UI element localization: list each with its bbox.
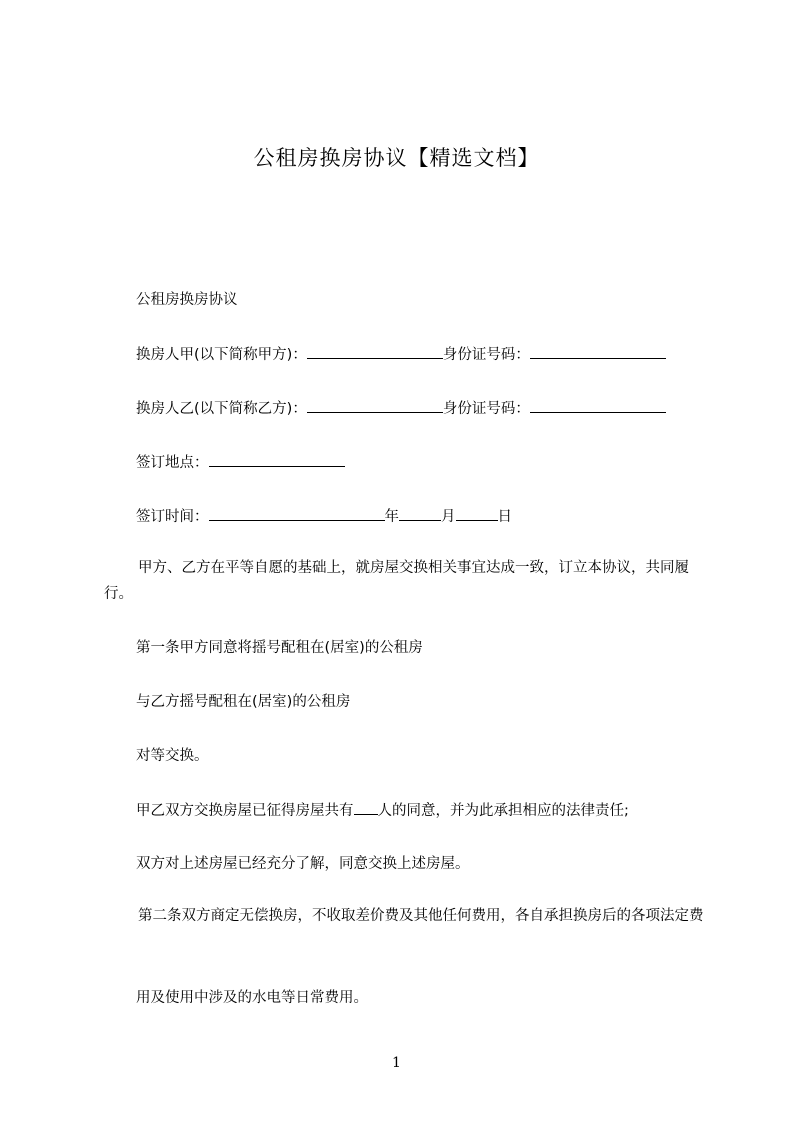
agreement-subtitle: 公租房换房协议	[136, 292, 238, 308]
consent-row	[136, 799, 629, 822]
day-label: 日	[497, 509, 512, 525]
consent-text-2: 人的同意，并为此承担相应的法律责任;	[377, 803, 629, 819]
document-title: 公租房换房协议【精选文档】	[253, 146, 540, 170]
article-1-line-1: 第一条甲方同意将摇号配租在(居室)的公租房	[136, 640, 423, 656]
party-a-id-label: 身份证号码：	[442, 347, 530, 363]
party-a-label: 换房人甲(以下简称甲方)：	[136, 347, 307, 363]
signing-month-blank	[399, 505, 441, 521]
signing-place-row	[136, 451, 345, 474]
signing-time-label: 签订时间：	[136, 509, 209, 525]
consent-text-1: 甲乙双方交换房屋已征得房屋共有	[136, 803, 354, 819]
article-2-paragraph: 第二条双方商定无偿换房，不收取差价费及其他任何费用，各自承担换房后的各项法定费	[138, 908, 704, 924]
party-b-row	[136, 397, 666, 420]
party-a-row	[136, 343, 666, 366]
party-b-label: 换房人乙(以下简称乙方)：	[136, 401, 307, 417]
party-b-id-blank	[530, 397, 666, 413]
signing-year-blank	[209, 505, 385, 521]
signing-place-blank	[209, 451, 345, 467]
month-label: 月	[441, 509, 456, 525]
understanding-paragraph: 双方对上述房屋已经充分了解，同意交换上述房屋。	[136, 856, 470, 872]
signing-place-label: 签订地点：	[136, 455, 209, 471]
party-b-id-label: 身份证号码：	[442, 401, 530, 417]
party-a-id-blank	[530, 343, 666, 359]
party-b-name-blank	[307, 397, 443, 413]
page-number: 1	[392, 1055, 401, 1071]
article-2-continuation: 用及使用中涉及的水电等日常费用。	[136, 990, 368, 1006]
co-owner-blank	[354, 799, 378, 815]
article-1-line-3: 对等交换。	[136, 748, 209, 764]
party-a-name-blank	[307, 343, 443, 359]
article-1-line-2: 与乙方摇号配租在(居室)的公租房	[136, 694, 351, 710]
signing-day-blank	[456, 505, 498, 521]
intro-paragraph: 甲方、乙方在平等自愿的基础上，就房屋交换相关事宜达成一致，订立本协议，共同履行。	[104, 560, 689, 602]
signing-time-row	[136, 505, 512, 528]
year-label: 年	[384, 509, 399, 525]
